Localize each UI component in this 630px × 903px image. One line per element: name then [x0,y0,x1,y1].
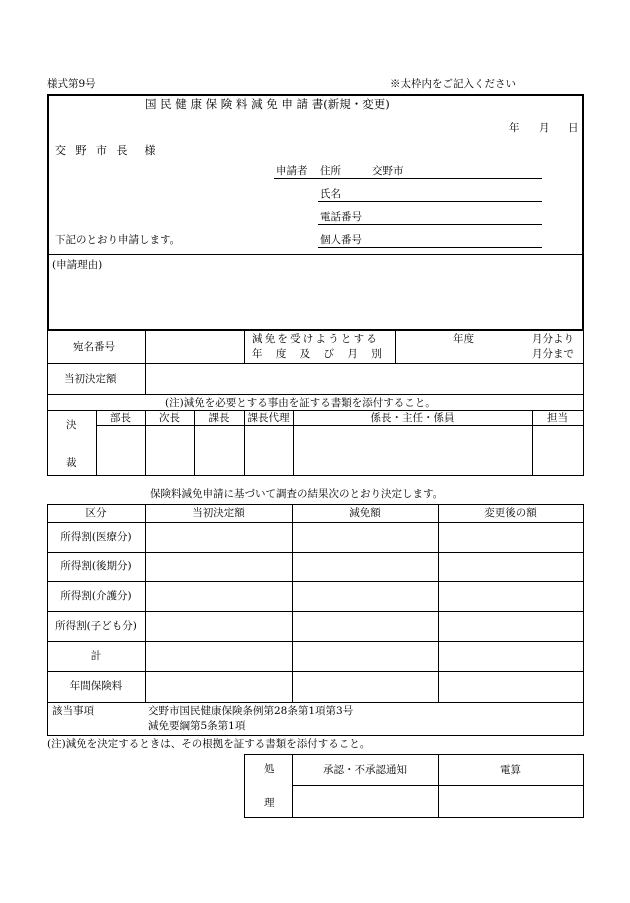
personal-no-field[interactable] [318,247,542,248]
approval-col-kacho-dairi: 課長代理 [247,412,290,424]
processing-col-notice: 承認・不承認通知 [323,764,407,776]
phone-field[interactable] [318,224,542,225]
fill-note: ※太枠内をご記入ください [390,78,516,90]
approval-col-jicho: 次長 [159,412,180,424]
decision-header-changed: 変更後の額 [484,507,537,519]
address-value: 交野市 [372,165,404,177]
addressee-no-field[interactable] [147,333,243,362]
to-month-label: 月分まで [532,348,574,360]
decision-intro: 保険料減免申請に基づいて調査の結果次のとおり決定します。 [150,488,444,500]
approval-col-kakaricho: 係長・主任・係員 [370,412,455,424]
from-month-label: 月分より [532,333,574,345]
applicable-line-2: 減免要綱第5条第1項 [148,720,246,732]
approval-col-tanto: 担当 [547,412,568,424]
initial-amount-label: 当初決定額 [64,373,117,385]
decision-header-category: 区分 [85,507,107,519]
form-number: 様式第9号 [47,78,96,90]
phone-label: 電話番号 [320,211,362,223]
decision-row-elderly: 所得割(後期分) [60,560,132,572]
reason-label: (申請理由) [52,259,103,271]
note-2: (注)減免を決定するときは、その根拠を証する書類を添付すること。 [47,738,371,750]
address-field[interactable] [274,178,542,179]
decision-row-total: 計 [90,650,102,662]
date-day: 日 [568,122,579,134]
request-text: 下記のとおり申請します。 [55,234,181,246]
processing-label-bottom: 理 [264,797,275,809]
reduce-period-label-1: 減免を受けようとする [252,333,379,345]
date-year: 年 [509,122,520,134]
approval-label-bottom: 裁 [66,457,77,469]
approval-col-bucho: 部長 [110,412,131,424]
approval-col-kacho: 課長 [208,412,230,424]
decision-row-children: 所得割(子ども分) [55,620,137,632]
form-title: 国 民 健 康 保 険 料 減 免 申 請 書(新規・変更) [145,97,390,111]
decision-header-reduction: 減免額 [349,507,381,519]
reduce-period-label-2: 年 度 及 び 月 別 [252,348,387,360]
date-month: 月 [539,122,550,134]
approval-label-top: 決 [66,419,77,431]
decision-row-annual: 年間保険料 [69,680,123,692]
addressee-no-label: 宛名番号 [73,341,115,353]
address-label: 住所 [320,165,341,177]
reason-field[interactable] [52,274,577,326]
personal-no-label: 個人番号 [320,234,362,246]
processing-label-top: 処 [264,763,275,775]
applicable-label: 該当事項 [52,705,94,717]
decision-row-medical: 所得割(医療分) [60,531,132,543]
note-1: (注)減免を必要とする事由を証する書類を添付すること。 [165,397,436,409]
name-field[interactable] [318,201,542,202]
applicant-label: 申請者 [276,165,308,177]
decision-row-care: 所得割(介護分) [60,590,132,602]
initial-amount-field[interactable] [147,365,582,393]
fiscal-year-label: 年度 [453,333,474,345]
addressee: 交 野 市 長 様 [55,144,159,157]
name-label: 氏名 [320,188,341,200]
decision-header-initial: 当初決定額 [192,507,245,519]
processing-col-computer: 電算 [500,764,521,776]
applicable-line-1: 交野市国民健康保険条例第28条第1項第3号 [148,705,354,717]
